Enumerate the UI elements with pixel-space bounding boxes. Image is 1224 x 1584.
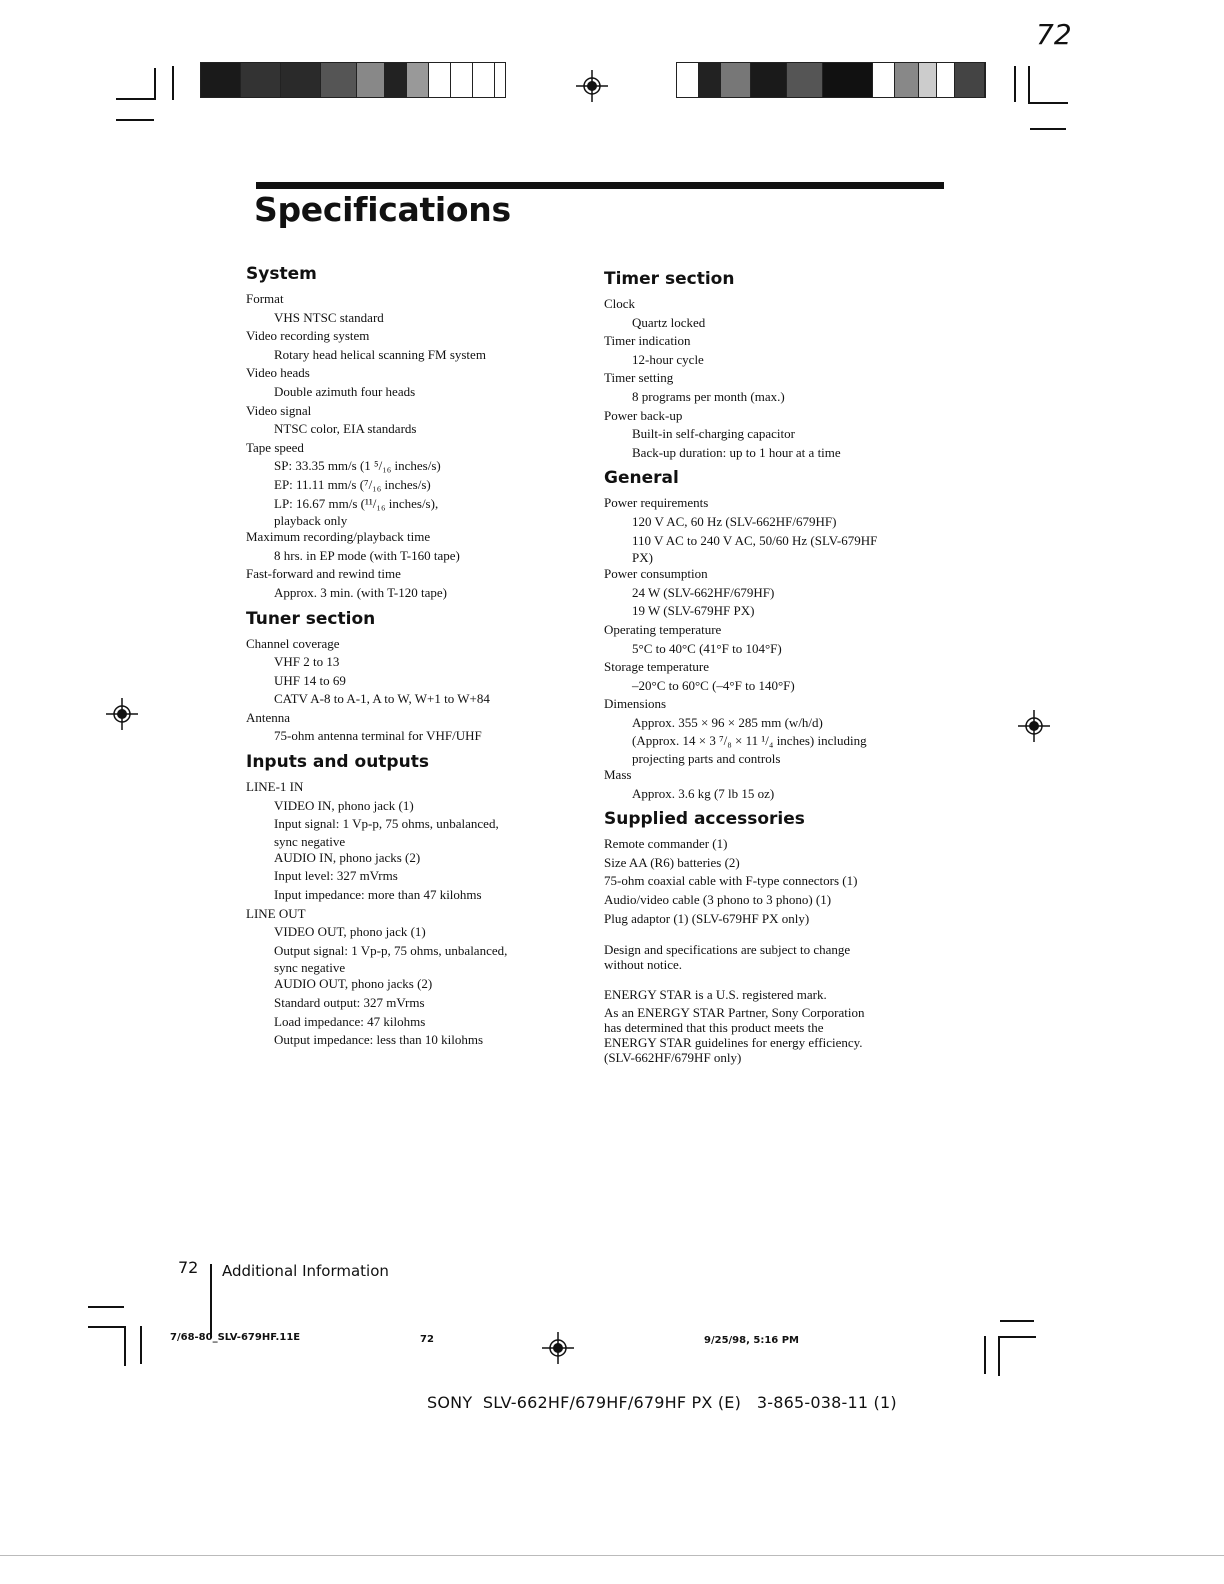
color-bar-right: [676, 62, 986, 98]
spec-label: Antenna: [246, 709, 291, 725]
crop-mark-top-left-3: [116, 119, 154, 122]
registration-crosshair-top: [576, 70, 608, 102]
spec-value: VIDEO IN, phono jack (1): [274, 797, 414, 813]
spec-value: Input signal: 1 Vp-p, 75 ohms, unbalanced,: [274, 816, 499, 832]
spec-label: 75-ohm coaxial cable with F-type connectors (1): [604, 873, 858, 889]
spec-value: 8 hrs. in EP mode (with T-160 tape): [274, 547, 460, 563]
spec-value: Built-in self-charging capacitor: [632, 426, 795, 442]
crop-mark-bottom-left-2: [88, 1326, 126, 1366]
crop-mark-bottom-right: [984, 1336, 987, 1374]
spec-value: Output signal: 1 Vp-p, 75 ohms, unbalanced,: [274, 942, 508, 958]
spec-value: (Approx. 14 × 3 ⁷/₈ × 11 ¹/₄ inches) including: [632, 733, 867, 749]
spec-label: has determined that this product meets the: [604, 1019, 824, 1035]
spec-label: ENERGY STAR is a U.S. registered mark.: [604, 987, 827, 1003]
spec-label: Power back-up: [604, 407, 683, 423]
registration-crosshair-right: [1018, 710, 1050, 742]
spec-value: Input impedance: more than 47 kilohms: [274, 887, 482, 903]
spec-value: Approx. 3.6 kg (7 lb 15 oz): [632, 785, 775, 801]
spec-value: 110 V AC to 240 V AC, 50/60 Hz (SLV-679HF: [632, 532, 878, 548]
spec-label: Operating temperature: [604, 621, 722, 637]
spec-label: Video heads: [246, 365, 310, 381]
spec-label: LINE-1 IN: [246, 779, 304, 795]
spacer: [604, 928, 944, 942]
spec-label: ENERGY STAR guidelines for energy efficiency.: [604, 1034, 863, 1050]
spec-label: Timer indication: [604, 333, 691, 349]
crop-mark-bottom-left: [88, 1306, 124, 1309]
registration-crosshair-bottom: [542, 1332, 574, 1364]
spec-label: Remote commander (1): [604, 836, 728, 852]
spec-label: without notice.: [604, 957, 682, 973]
spec-value: AUDIO OUT, phono jacks (2): [274, 976, 433, 992]
spec-value: 19 W (SLV-679HF PX): [632, 603, 755, 619]
spec-value: NTSC color, EIA standards: [274, 421, 417, 437]
spec-label: Video signal: [246, 402, 312, 418]
spec-label: Audio/video cable (3 phono to 3 phono) (1): [604, 892, 832, 908]
model-line: SONY SLV-662HF/679HF/679HF PX (E) 3-865-038-11 (1): [427, 1393, 897, 1412]
crop-mark-bottom-left-3: [140, 1326, 143, 1364]
spec-value: Back-up duration: up to 1 hour at a time: [632, 444, 841, 460]
spec-value: UHF 14 to 69: [274, 672, 346, 688]
handwritten-page-number: 72: [1036, 18, 1072, 51]
spec-label: Power consumption: [604, 566, 708, 582]
crop-mark-bottom-right-2: [998, 1336, 1036, 1376]
spec-label: Clock: [604, 296, 636, 311]
section-heading: Timer section: [604, 269, 735, 289]
spacer: [604, 972, 944, 986]
spec-label: Dimensions: [604, 696, 667, 712]
spec-value: Double azimuth four heads: [274, 383, 416, 399]
spec-label: Plug adaptor (1) (SLV-679HF PX only): [604, 910, 810, 926]
spec-label: LINE OUT: [246, 905, 306, 921]
spec-label: Format: [246, 291, 284, 306]
spec-value: Output impedance: less than 10 kilohms: [274, 1032, 484, 1048]
spec-value: EP: 11.11 mm/s (⁷/₁₆ inches/s): [274, 476, 431, 492]
spec-value: Standard output: 327 mVrms: [274, 995, 425, 1010]
footer-page-number: 72: [178, 1258, 199, 1277]
right-column: [604, 263, 944, 1065]
spec-value: 120 V AC, 60 Hz (SLV-662HF/679HF): [632, 513, 837, 529]
footer-timestamp: 9/25/98, 5:16 PM: [704, 1335, 800, 1346]
spec-label: Mass: [604, 767, 632, 783]
section-heading: System: [246, 264, 317, 284]
spec-value: Rotary head helical scanning FM system: [274, 346, 486, 362]
spec-label: Video recording system: [246, 328, 370, 344]
spec-value: AUDIO IN, phono jacks (2): [274, 849, 421, 865]
spec-value: 8 programs per month (max.): [632, 388, 785, 404]
crop-mark-top-right-2: [1028, 66, 1068, 104]
spec-value: LP: 16.67 mm/s (¹¹/₁₆ inches/s),: [274, 495, 439, 511]
spec-label: Design and specifications are subject to change: [604, 942, 851, 958]
section-heading: Supplied accessories: [604, 809, 805, 830]
spec-value: SP: 33.35 mm/s (1 ⁵/₁₆ inches/s): [274, 458, 441, 474]
spec-value: sync negative: [274, 833, 346, 849]
left-column: [246, 258, 576, 1050]
crop-mark-bottom-right-3: [1000, 1320, 1034, 1323]
footer-file-name: 7/68-80_SLV-679HF.11E: [170, 1332, 301, 1343]
spec-value: sync negative: [274, 960, 346, 976]
spec-value: –20°C to 60°C (–4°F to 140°F): [632, 677, 795, 693]
spec-value: Approx. 355 × 96 × 285 mm (w/h/d): [632, 714, 823, 730]
section-heading: Inputs and outputs: [246, 752, 429, 773]
spec-value: projecting parts and controls: [632, 751, 781, 767]
spec-label: Maximum recording/playback time: [246, 529, 431, 545]
spec-value: VHS NTSC standard: [274, 309, 384, 325]
spec-value: Input level: 327 mVrms: [274, 868, 398, 884]
color-bar-left: [200, 62, 506, 98]
spec-value: playback only: [274, 513, 348, 529]
spec-label: Size AA (R6) batteries (2): [604, 854, 740, 870]
spec-label: Timer setting: [604, 370, 674, 386]
spec-value: Quartz locked: [632, 314, 706, 330]
section-heading: General: [604, 468, 679, 489]
spec-label: Power requirements: [604, 495, 709, 511]
spec-label: Storage temperature: [604, 659, 710, 675]
spec-value: Load impedance: 47 kilohms: [274, 1013, 426, 1029]
scan-edge-line: [0, 1555, 1224, 1556]
crop-mark-top-right-3: [1030, 128, 1066, 131]
spec-value: VHF 2 to 13: [274, 654, 340, 670]
footer-rule: [210, 1264, 212, 1338]
spec-value: 24 W (SLV-662HF/679HF): [632, 584, 775, 600]
crop-mark-top-left-2: [172, 66, 175, 100]
page-title: Specifications: [254, 190, 511, 229]
spec-label: (SLV-662HF/679HF only): [604, 1049, 742, 1065]
crop-mark-top-left: [116, 68, 156, 100]
title-rule: [256, 182, 944, 189]
spec-label: As an ENERGY STAR Partner, Sony Corporation: [604, 1004, 865, 1020]
spec-value: PX): [632, 550, 653, 566]
registration-crosshair-left: [106, 698, 138, 730]
spec-value: 5°C to 40°C (41°F to 104°F): [632, 640, 782, 656]
spec-value: CATV A-8 to A-1, A to W, W+1 to W+84: [274, 691, 490, 707]
spec-value: 75-ohm antenna terminal for VHF/UHF: [274, 728, 482, 744]
spec-label: Fast-forward and rewind time: [246, 566, 401, 582]
spec-label: Tape speed: [246, 439, 304, 455]
crop-mark-top-right: [1014, 66, 1017, 102]
spec-value: Approx. 3 min. (with T-120 tape): [274, 584, 447, 600]
footer-section-title: Additional Information: [222, 1262, 389, 1280]
spec-value: 12-hour cycle: [632, 351, 704, 367]
section-heading: Tuner section: [246, 608, 376, 629]
footer-print-page: 72: [420, 1334, 434, 1345]
spec-label: Channel coverage: [246, 635, 340, 651]
spec-value: VIDEO OUT, phono jack (1): [274, 924, 426, 940]
